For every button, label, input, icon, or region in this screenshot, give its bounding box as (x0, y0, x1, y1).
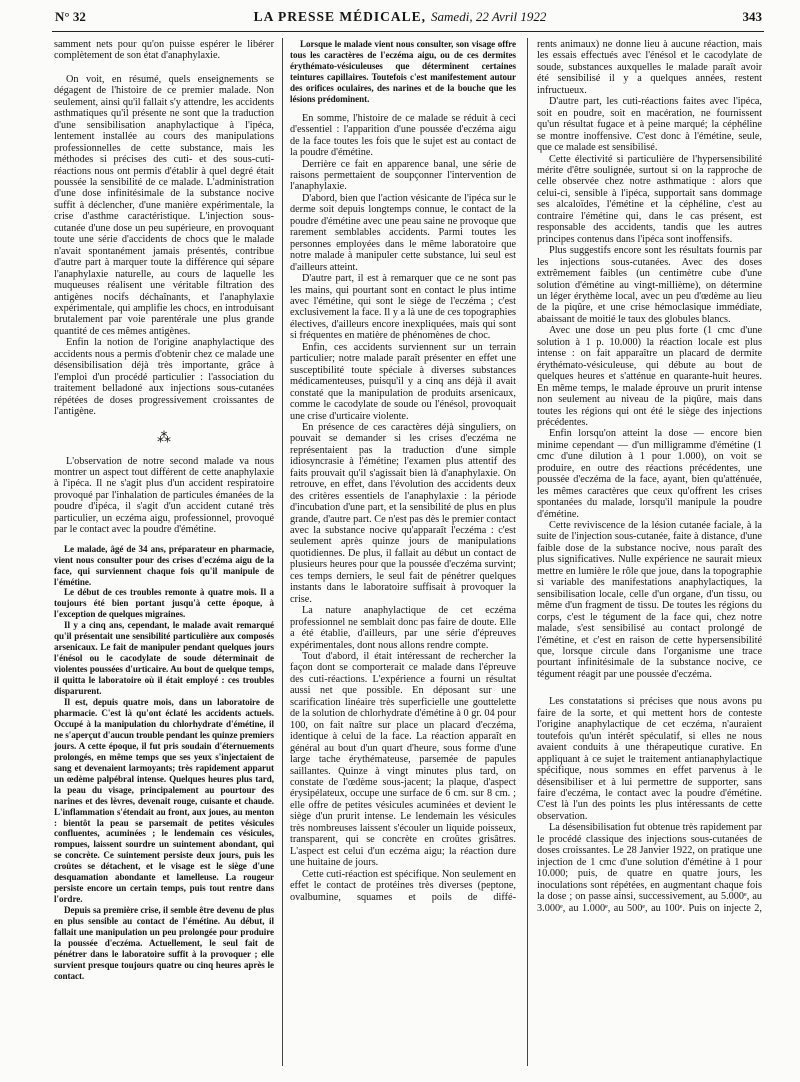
paragraph: L'observation de notre second malade va nous montrer un aspect tout différent de cette anaphylaxie à l'ipéca. Il ne s'agit plus d'un accident respiratoire provoqué par l'inhalation de particules émanées de la poudre d'ipéca, il s'agit d'un accident cutané très particulier, un eczéma aigu, professionnel, provoqué par le contact avec la poudre d'émétine. (54, 455, 274, 536)
column-3 (537, 39, 762, 1075)
paragraph: D'abord, bien que l'action vésicante de l'ipéca sur le derme soit depuis longtemps connue, le contact de la poudre d'émétine avec une peau saine ne provoque que rarement semblables accidents. Parmi toutes les personnes employées dans le même laboratoire que notre malade à manipuler cette substance, lui seul est d'ailleurs atteint. (290, 192, 516, 273)
journal-title: LA PRESSE MÉDICALE, (253, 9, 427, 24)
paragraph: Cette cuti-réaction est spécifique. Non seulement en effet le contact de protéines très diverses (peptone, ovalbumine, squames et poils de diffé- (290, 868, 516, 903)
paragraph: Enfin lorsqu'on atteint la dose — encore bien minime cependant — d'un milligramme d'émétine (1 cmc d'une dilution à 1 pour 1.000), on voit se produire, en outre des réactions précédentes, une poussée d'eczéma de la face, ayant, bien qu'atténuée, les mêmes caractères que ceux qu'offrent les crises spontanées du malade, lorsqu'il manipule la poudre d'émétine. (537, 428, 762, 520)
paragraph: rents animaux) ne donne lieu à aucune réaction, mais les essais effectués avec l'énésol et le cacodylate de soude, substances auxquelles le malade paraît avoir été sensibilisé il y a quelques années, restent infructueux. (537, 39, 762, 96)
paragraph: Derrière ce fait en apparence banal, une série de raisons permettaient de soupçonner l'intervention de l'anaphylaxie. (290, 158, 516, 193)
paragraph: On voit, en résumé, quels enseignements se dégagent de l'histoire de ce premier malade. Non seulement, ainsi qu'il fallait s'y attendre, les accidents asthmatiques qu'il présente ne sont que la traduction d'une sensibilisation anaphylactique à l'ipéca, lentement installée au cours des manipulations professionnelles de cette substance, mais les méthodes si précises des cuti- et des sous-cuti-réactions nous ont permis d'établir à quel degré était poussée la sensibilité de ce malade. L'administration d'une dose infinitésimale de la substance nocive suffit à déclencher, d'une manière expérimentale, la crise d'asthme caractéristique. L'injection sous-cutanée d'une dose un peu supérieure, en provoquant toute une série d'accidents de chocs que le malade n'avait spontanément jamais présentés, contribue d'autre part à marquer toute la différence qui sépare l'anaphylaxie naturelle, au cours de laquelle les muqueuses réalisent une véritable filtration des antigènes nocifs déchaînants, et l'anaphylaxie expérimentale, qui amplifie les chocs, en introduisant brutalement par voie parentérale une plus grande quantité de ces mêmes antigènes. (54, 73, 274, 337)
paragraph: Avec une dose un peu plus forte (1 cmc d'une solution à 1 p. 10.000) la réaction locale est plus intense : on fait apparaître un placard de dermite érythémato-vésiculeuse, qui débute au bout de quelques heures et s'atténue en quarante-huit heures. En même temps, le malade éprouve un prurit intense non seulement au niveau de la piqûre, mais dans toutes les régions qui ont été le siège des injections précédentes. (537, 325, 762, 428)
paragraph: samment nets pour qu'on puisse espérer le libérer complètement de son état d'anaphylaxie. (54, 39, 274, 62)
paragraph: D'autre part, les cuti-réactions faites avec l'ipéca, soit en poudre, soit en macération, ne fournissent qu'un résultat fugace et à peine marqué; la céphéline se montre inoffensive. C'est donc à l'émétine, seule, que ce malade est sensibilisé. (537, 96, 762, 154)
paragraph: Cette reviviscence de la lésion cutanée faciale, à la suite de l'injection sous-cutanée, faite à distance, d'une faible dose de la substance nocive, nous paraît des plus significatives. Nulle expérience ne saurait mieux mettre en lumière le rôle que joue, dans la topographie si variable des manifestations anaphylactiques, la sensibilisation locale, celle d'un organe, d'un tissu, ou même d'un fragment de tissu. De toutes les régions du corps, c'est le tégument de la face qui, chez notre malade, s'est sensibilisé au contact prolongé de l'émétine, et c'est en raison de cette hypersensibilité que, lorsque circule dans l'organisme une trace pourtant infinitésimale de la substance nocive, ce tégument réagit par une poussée d'eczéma. (537, 520, 762, 680)
paragraph: D'autre part, il est à remarquer que ce ne sont pas les mains, qui pourtant sont en contact le plus intime avec l'émétine, qui sont le siège de l'eczéma ; c'est exclusivement la face. Il y a là une de ces topographies électives, d'ailleurs encore inexpliquées, mais qui sont si fréquentes en matière de phénomènes de choc. (290, 273, 516, 342)
paragraph: Tout d'abord, il était intéressant de rechercher la façon dont se comporterait ce malade dans l'épreuve des cuti-réactions. L'expérience a fourni un résultat aussi net que possible. En déposant sur une scarification linéaire très superficielle une gouttelette de la solution de chlorhydrate d'émétine à 0 gr. 04 pour 100, on fait naître sur place un placard d'eczéma, identique à celui de la face. La réaction apparaît en général au bout d'un quart d'heure, sous forme d'une large tache érythémateuse, parsemée de papules saillantes. Quinze à vingt minutes plus tard, on constate de l'œdème sous-jacent; la plaque, d'aspect érysipélateux, occupe une surface de 6 cm. sur 8 cm. ; elle offre de petites vésicules acuminées et devient le siège d'un prurit intense. Le lendemain les vésicules très nombreuses laissent s'écouler un liquide poisseux, transparent, qui se concrète en croûtes grisâtres. L'aspect est celui d'un eczéma aigu; la réaction dure une huitaine de jours. (290, 651, 516, 869)
column-1 (54, 39, 274, 1075)
paragraph: En présence de ces caractères déjà singuliers, on pouvait se demander si les crises d'eczéma ne représentaient pas la traduction d'une simple idiosyncrasie à l'émétine; l'examen plus attentif des faits prouvait qu'il s'agissait bien là d'anaphylaxie. On retrouve, en effet, dans l'évolution des accidents deux des critères essentiels de l'anaphylaxie : la période d'incubation d'une part, et la sensibilité de plus en plus grande, d'autre part. Ce n'est pas dès le premier contact avec la substance nocive qu'apparaît l'eczéma : c'est seulement après quinze jours de manipulations quotidiennes. De plus, il fallait au début un contact de plusieurs heures pour que la poussée d'eczéma survint; ces temps derniers, le seul fait de pénétrer quelques instants dans le laboratoire suffisait à provoquer la crise. (290, 421, 516, 605)
page-number: 343 (742, 9, 762, 24)
column-2 (290, 39, 516, 1075)
paragraph: La désensibilisation fut obtenue très rapidement par le procédé classique des injections sous-cutanées de doses croissantes. Le 28 Janvier 1922, on pratique une injection de 1 cmc d'une solution d'émétine à 1 pour 10.000; puis, de quatre en quatre jours, les inoculations sont répétées, en augmentant chaque fois la dose ; on passe ainsi, successivement, au 5.000ᵉ, au 3.000ᵉ, au 1.000ᵉ, au 500ᵉ, au 100ᵉ. Puis on injecte 2, (537, 822, 762, 914)
paragraph: La nature anaphylactique de cet eczéma professionnel ne semblait donc pas faire de doute. Elle a été établie, d'ailleurs, par une série d'épreuves expérimentales, dont nous allons rendre compte. (290, 605, 516, 651)
header-rule (52, 31, 764, 32)
column-divider (527, 38, 528, 1066)
running-head (0, 7, 800, 27)
paragraph: Plus suggestifs encore sont les résultats fournis par les injections sous-cutanées. Avec des doses extrêmement faibles (un centimètre cube d'une solution d'émétine au vingt-millième), on détermine un léger érythème local, avec un peu d'œdème au lieu de la piqûre, et une crise hémoclasique immédiate, abaissant de moitié le taux des globules blancs. (537, 245, 762, 325)
case-report-paragraph: Il y a cinq ans, cependant, le malade avait remarqué qu'il présentait une sensibilité particulière aux composés arsenicaux. Le fait de manipuler pendant quelques jours l'énésol ou le cacodylate de soude déterminait de violentes poussées d'urticaire. Au bout de quelque temps, il quitta le laboratoire où il était employé : ces troubles disparurent. (54, 620, 274, 697)
section-break-asterism: ⁂ (157, 429, 171, 446)
paragraph: Cette électivité si particulière de l'hypersensibilité mérite d'être soulignée, surtout si on la rapproche de celle observée chez notre asthmatique : alors que celui-ci, sensible à l'ipéca, supportait sans dommage ses alcaloïdes, l'émétine et la céphéline, c'est au contraire l'émétine qui, dans le cas présent, est responsable des accidents, tandis que les autres principes contenus dans l'ipéca sont inoffensifs. (537, 153, 762, 245)
column-divider (282, 38, 283, 1066)
case-report-paragraph: Lorsque le malade vient nous consulter, son visage offre tous les caractères de l'eczéma aigu, ou de ces dermites érythémato-vésiculeuses que déterminent certaines teintures capillaires. Toutefois c'est manifestement autour des orifices oculaires, des narines et de la bouche que les lésions prédominent. (290, 39, 516, 104)
case-report-paragraph: Le début de ces troubles remonte à quatre mois. Il a toujours été bien portant jusqu'à cette époque, à l'exception de quelques migraines. (54, 587, 274, 620)
paragraph: Les constatations si précises que nous avons pu faire de la sorte, et qui mettent hors de conteste l'origine anaphylactique de cet eczéma, n'auraient toutefois qu'un intérêt spéculatif, si elles ne nous avaient conduits à une thérapeutique curative. En appliquant à ce sujet le traitement antianaphylactique spécifique, nous sommes en effet parvenus à le désensibiliser et à lui permettre de supporter, sans faire d'eczéma, le contact avec la poudre d'émétine. C'est là l'un des points les plus intéressants de cette observation. (537, 696, 762, 822)
paragraph: En somme, l'histoire de ce malade se réduit à ceci d'essentiel : l'apparition d'une poussée d'eczéma aigu de la face toutes les fois que le sujet est au contact de la poudre d'émétine. (290, 112, 516, 159)
case-report-paragraph: Depuis sa première crise, il semble être devenu de plus en plus sensible au contact de l'émétine. Au début, il fallait une manipulation un peu prolongée pour produire la poussée d'eczéma. Actuellement, le seul fait de pénétrer dans le laboratoire suffit à la provoquer ; elle survient presque toujours quatre ou cinq heures après le contact. (54, 905, 274, 981)
issue-number: N° 32 (55, 9, 86, 24)
issue-date: Samedi, 22 Avril 1922 (431, 9, 547, 24)
case-report-paragraph: Il est, depuis quatre mois, dans un laboratoire de pharmacie. C'est là qu'ont éclaté les accidents actuels. Occupé à la manipulation du chlorhydrate d'émétine, il ne s'aperçut d'aucun trouble pendant les quinze premiers jours. A cette époque, il fut pris soudain d'éternuements prolongés, en même temps que ses yeux s'injectaient de sang et devenaient larmoyants; très rapidement apparut un œdème palpébral intense. Quelques heures plus tard, la peau du visage, principalement au pourtour des narines et des lèvres, devenait rouge, cuisante et chaude. L'inflammation s'étendait au front, aux joues, au menton : bientôt la peau se parsemait de petites vésicules confluentes, acuminées ; le lendemain ces vésicules, rompues, laissent sourdre un suintement abondant, qui se concrète. Ce suintement persiste deux jours, puis les croûtes se détachent, et le visage est le siège d'une desquamation abondante et lamelleuse. La rougeur persiste encore un certain temps, puis tout rentre dans l'ordre. (54, 697, 274, 905)
case-report-paragraph: Le malade, âgé de 34 ans, préparateur en pharmacie, vient nous consulter pour des crises d'eczéma aigu de la face, qui surviennent chaque fois qu'il manipule de l'émétine. (54, 543, 274, 587)
paragraph: Enfin, ces accidents surviennent sur un terrain particulier; notre malade paraît présenter en effet une susceptibilité toute spéciale à diverses substances médicamenteuses, puisqu'il y a cinq ans déjà il avait constaté que la manipulation de produits arsenicaux, comme le cacodylate de soude ou l'énésol, provoquait une crise d'urticaire violente. (290, 341, 516, 422)
paragraph: Enfin la notion de l'origine anaphylactique des accidents nous a permis d'obtenir chez ce malade une désensibilisation déjà très importante, grâce à l'emploi d'un procédé particulier : l'association du traitement belladoné aux injections sous-cutanées répétées de doses progressivement croissantes de l'antigène. (54, 337, 274, 418)
